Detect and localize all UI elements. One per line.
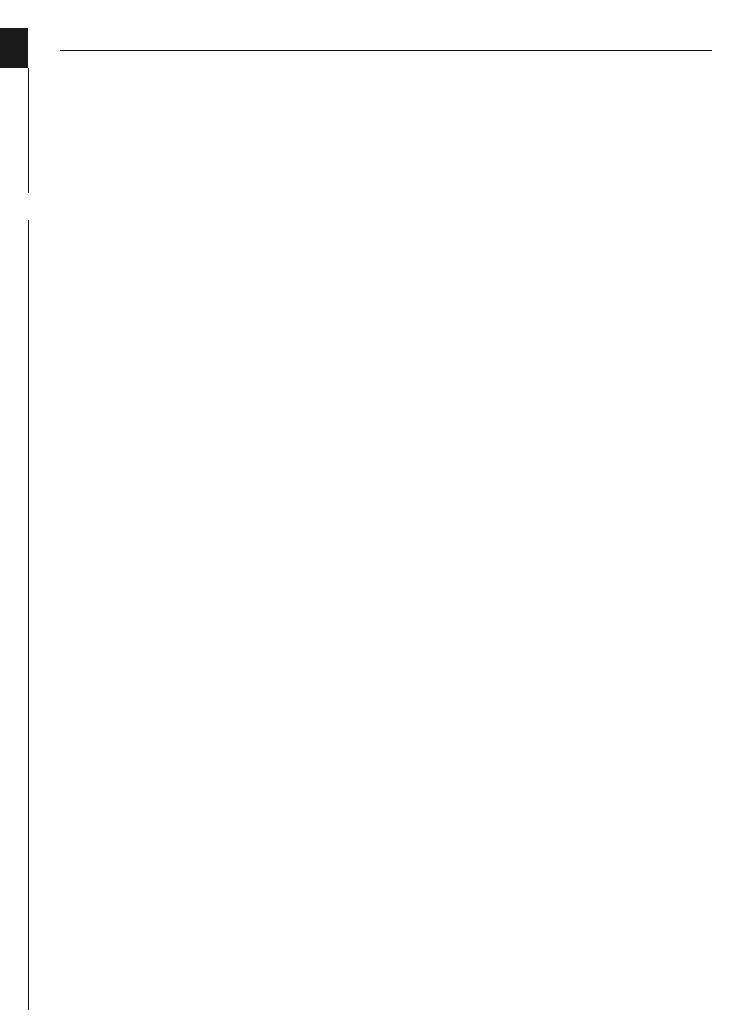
text-column-3 bbox=[512, 183, 708, 1018]
header-rule bbox=[60, 50, 712, 51]
text-column-1 bbox=[62, 183, 258, 1018]
sidebar bbox=[0, 60, 55, 1020]
sidebar-rule-top bbox=[28, 68, 29, 193]
sidebar-rule-bottom bbox=[28, 220, 29, 1010]
text-column-2 bbox=[287, 183, 483, 1018]
